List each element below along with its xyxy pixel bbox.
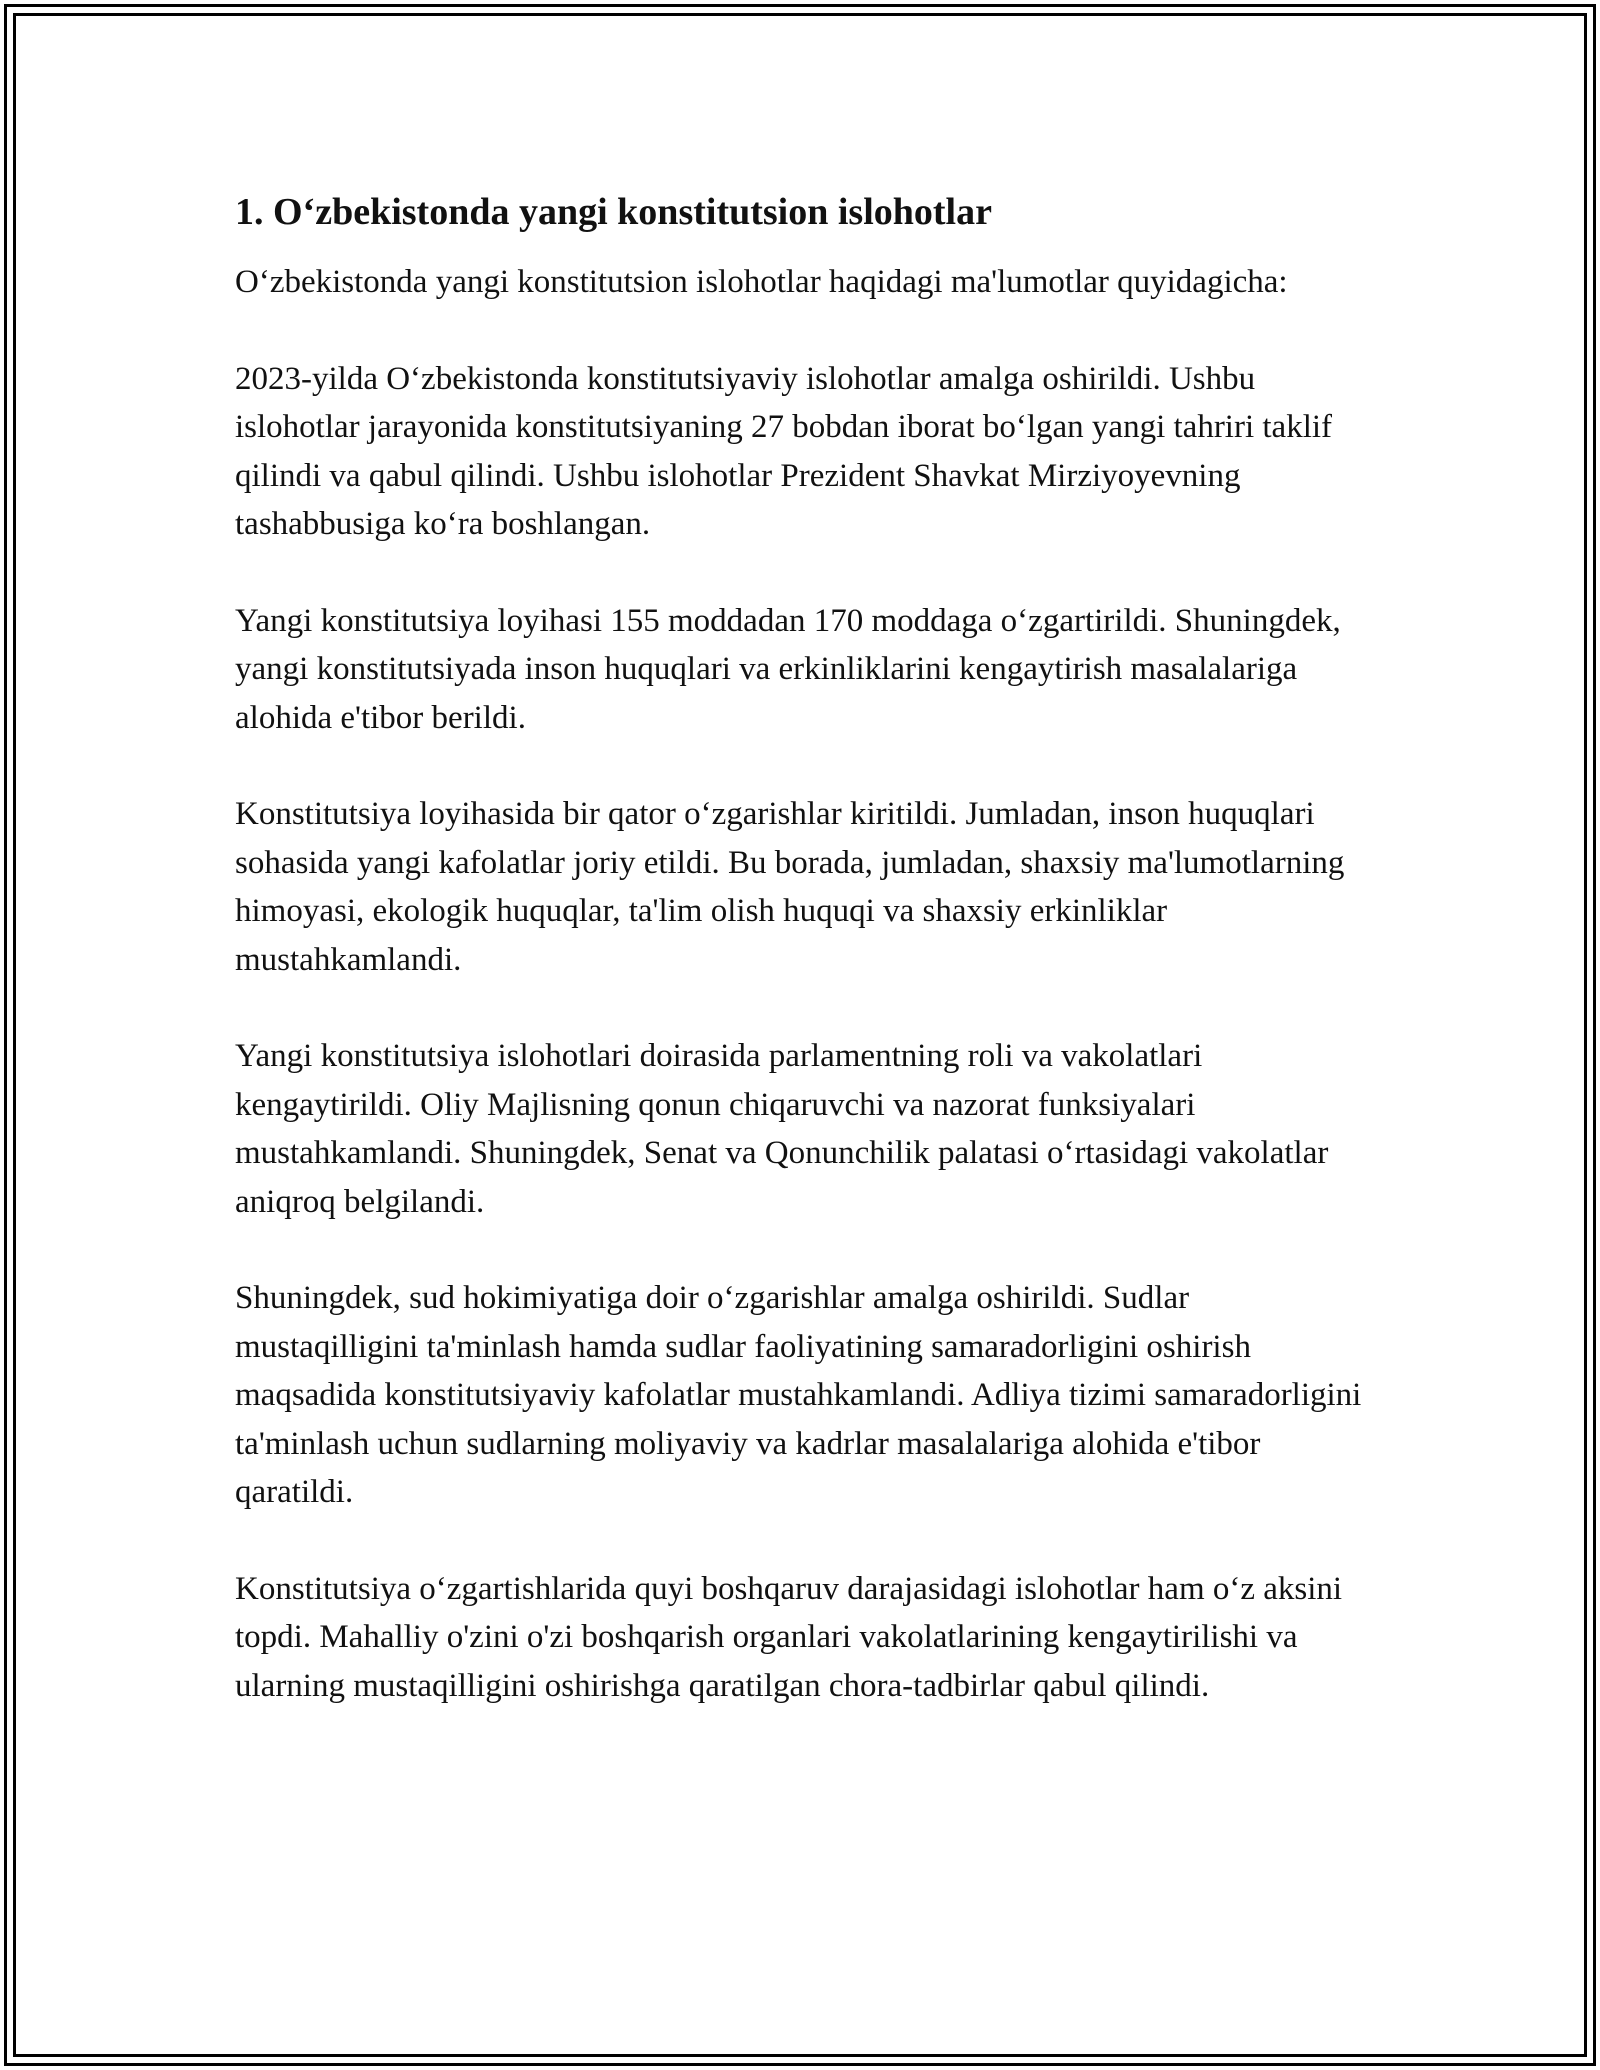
document-body — [235, 186, 1380, 1758]
paragraph-judiciary: Shuningdek, sud hokimiyatiga doir o‘zgarishlar amalga oshirildi. Sudlar mustaqilligini ta'minlash hamda sudlar faoliyatining samaradorligini oshirish maqsadida konstitutsiyaviy kafolatlar mustahkamlandi. Adliya tizimi samaradorligini ta'minlash uchun sudlarning moliyaviy va kadrlar masalalariga alohida e'tibor qaratildi. — [235, 1280, 1362, 1510]
paragraph-human-rights: Konstitutsiya loyihasida bir qator o‘zgarishlar kiritildi. Jumladan, inson huquqlari sohasida yangi kafolatlar joriy etildi. Bu borada, jumladan, shaxsiy ma'lumotlarning himoyasi, ekologik huquqlar, ta'lim olish huquqi va shaxsiy erkinliklar mustahkamlandi. — [235, 796, 1345, 978]
paragraph-reforms-2023: 2023-yilda O‘zbekistonda konstitutsiyaviy islohotlar amalga oshirildi. Ushbu islohotlar jarayonida konstitutsiyaning 27 bobdan iborat bo‘lgan yangi tahriri taklif qilindi va qabul qilindi. Ushbu islohotlar Prezident Shavkat Mirziyoyevning tashabbusiga ko‘ra boshlangan. — [235, 360, 1333, 542]
paragraph-intro: O‘zbekistonda yangi konstitutsion islohotlar haqidagi ma'lumotlar quyidagicha: — [235, 264, 1288, 300]
section-heading: 1. O‘zbekistonda yangi konstitutsion islohotlar — [235, 191, 992, 233]
paragraph-articles-change: Yangi konstitutsiya loyihasi 155 moddadan 170 moddaga o‘zgartirildi. Shuningdek, yangi konstitutsiyada inson huquqlari va erkinliklarini kengaytirish masalalariga alohida e'tibor berildi. — [235, 602, 1341, 736]
paragraph-local-government: Konstitutsiya o‘zgartishlarida quyi boshqaruv darajasidagi islohotlar ham o‘z aksini topdi. Mahalliy o'zini o'zi boshqarish organlari vakolatlarining kengaytirilishi va ularning mustaqilligini oshirishga qaratilgan chora-tadbirlar qabul qilindi. — [235, 1570, 1343, 1704]
paragraph-parliament: Yangi konstitutsiya islohotlari doirasida parlamentning roli va vakolatlari kengaytirildi. Oliy Majlisning qonun chiqaruvchi va nazorat funksiyalari mustahkamlandi. Shuningdek, Senat va Qonunchilik palatasi o‘rtasidagi vakolatlar aniqroq belgilandi. — [235, 1038, 1329, 1220]
